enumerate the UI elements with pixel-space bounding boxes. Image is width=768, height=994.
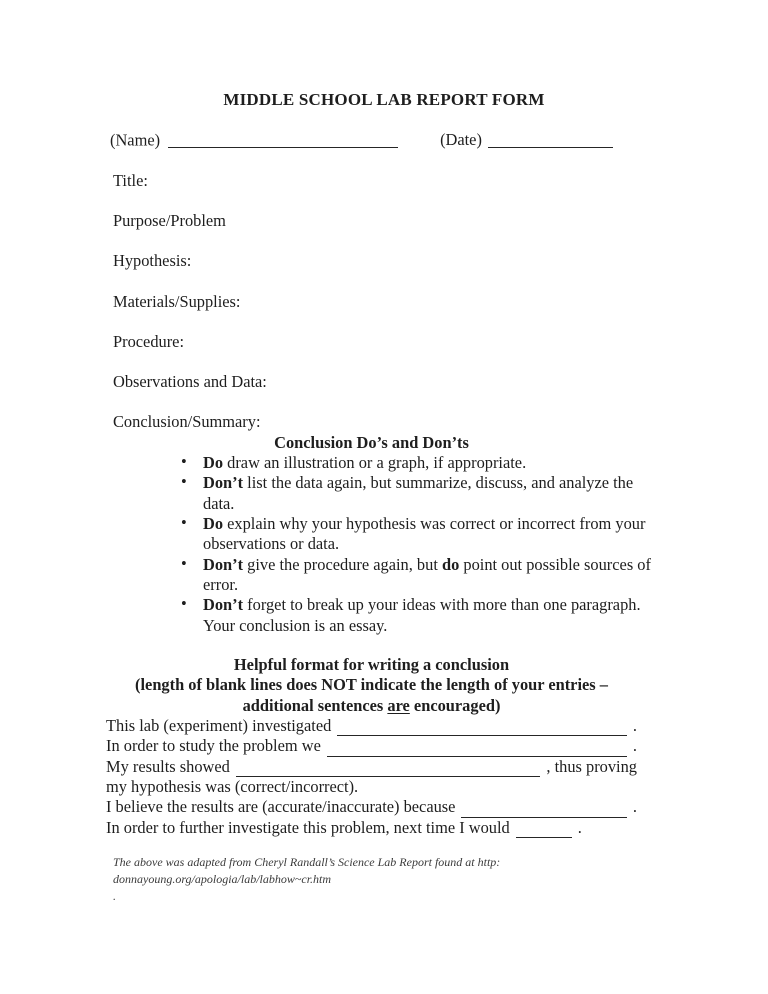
fill-line-text: My results showed: [106, 756, 230, 776]
fill-line-punctuation: .: [632, 736, 637, 756]
document-title: MIDDLE SCHOOL LAB REPORT FORM: [223, 90, 545, 109]
conclusion-format-block: [106, 655, 637, 838]
fill-line-further-investigate: [106, 818, 637, 838]
date-label: (Date): [440, 130, 482, 150]
dos-donts-item: [203, 514, 663, 555]
dos-donts-heading: Conclusion Do’s and Don’ts: [274, 432, 469, 452]
format-note-line2: [106, 696, 637, 716]
name-label: (Name): [110, 130, 161, 150]
dos-donts-item: [203, 595, 663, 636]
dos-donts-item: [203, 453, 663, 473]
format-note-line1: (length of blank lines does NOT indicate the length of your entries –: [135, 675, 608, 695]
section-label-observations: Observations and Data:: [113, 372, 267, 392]
bullet-text-segment: list the data again, but summarize, discuss, and analyze the data.: [203, 473, 638, 513]
dos-donts-item: [203, 555, 663, 596]
fill-blank-line[interactable]: [516, 834, 572, 838]
bullet-text-segment: explain why your hypothesis was correct or incorrect from your observations or data.: [203, 514, 650, 554]
section-label-conclusion: Conclusion/Summary:: [113, 412, 261, 432]
name-blank-line[interactable]: [168, 131, 398, 148]
fill-line-text: In order to study the problem we: [106, 736, 321, 756]
footnote-line: .: [113, 888, 116, 903]
dos-donts-item: [203, 473, 663, 514]
fill-line-results-showed: [106, 757, 637, 777]
format-note-underlined-word: are: [387, 695, 410, 715]
bullet-bold-term: Don’t: [203, 473, 244, 493]
bullet-text-segment: forget to break up your ideas with more than one paragraph. Your conclusion is an essay.: [203, 595, 649, 635]
fill-line-punctuation: .: [632, 716, 637, 736]
format-note-post: encouraged): [409, 695, 501, 715]
fill-blank-line[interactable]: [337, 732, 627, 736]
section-label-title: Title:: [113, 170, 148, 190]
footnote-line: donnayoung.org/apologia/lab/labhow~cr.htm: [113, 871, 332, 886]
bullet-bold-term: do: [441, 554, 460, 574]
fill-line-punctuation: .: [577, 817, 582, 837]
footnote-line: The above was adapted from Cheryl Randall’s Science Lab Report found at http:: [113, 854, 501, 869]
section-label-purpose: Purpose/Problem: [113, 210, 226, 230]
date-blank-line[interactable]: [488, 131, 613, 148]
bullet-text-segment: point out possible sources of error.: [203, 554, 656, 594]
fill-line-punctuation: .: [632, 797, 637, 817]
bullet-text-segment: draw an illustration or a graph, if appropriate.: [223, 453, 527, 473]
dos-donts-list: [106, 453, 663, 636]
fill-line-believe-results: [106, 797, 637, 817]
bullet-bold-term: Don’t: [203, 595, 244, 615]
bullet-bold-term: Do: [203, 514, 224, 534]
bullet-text-segment: give the procedure again, but: [243, 554, 442, 574]
fill-line-hypothesis-correct: my hypothesis was (correct/incorrect).: [106, 776, 359, 796]
format-heading: Helpful format for writing a conclusion: [233, 654, 510, 674]
fill-line-punctuation: , thus proving: [546, 756, 637, 776]
bullet-bold-term: Do: [203, 453, 224, 473]
fill-line-text: I believe the results are (accurate/inaccurate) because: [106, 797, 456, 817]
fill-line-investigated: [106, 716, 637, 736]
bullet-bold-term: Don’t: [203, 554, 244, 574]
footnote: [113, 854, 637, 905]
fill-line-study-problem: [106, 736, 637, 756]
section-label-procedure: Procedure:: [113, 331, 184, 351]
section-label-hypothesis: Hypothesis:: [113, 251, 192, 271]
document-body: [106, 128, 656, 905]
format-note-pre: additional sentences: [242, 695, 388, 715]
fill-line-text: In order to further investigate this problem, next time I would: [106, 817, 510, 837]
fill-line-text: This lab (experiment) investigated: [106, 716, 332, 736]
name-date-row: [110, 128, 637, 151]
section-label-materials: Materials/Supplies:: [113, 291, 241, 311]
